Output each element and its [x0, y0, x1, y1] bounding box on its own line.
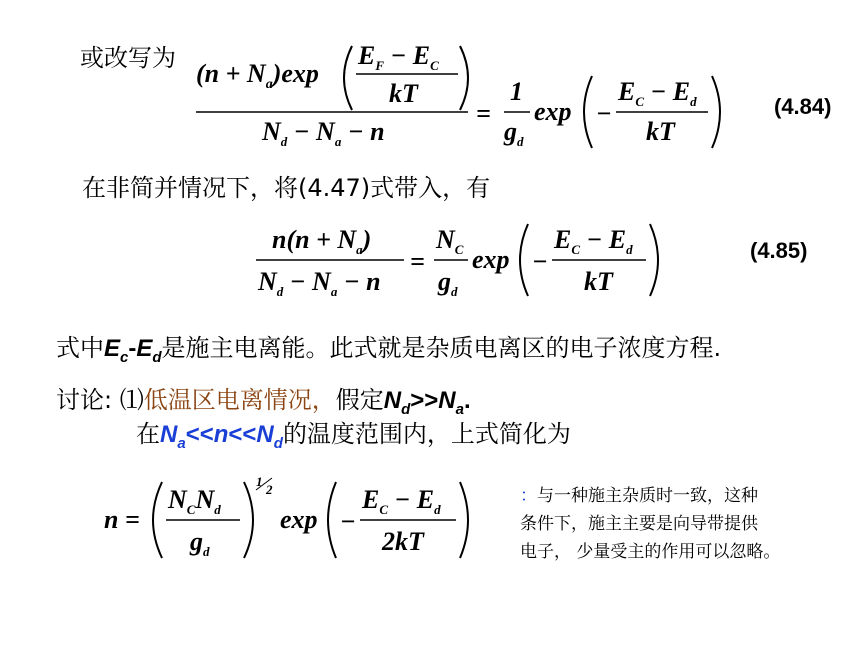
eq484-exp2-num-mid-sub: d: [690, 94, 697, 109]
equation-number-4-85: (4.85): [750, 238, 808, 263]
eq484-exp2-num-a: E: [618, 77, 636, 106]
final-paren1-right: [244, 482, 253, 558]
svg-text:Nd − Na − n: [261, 117, 385, 149]
eq485-num-a: n(n + N: [272, 225, 357, 254]
svg-text:EC − Ed: [553, 225, 633, 257]
ionization-energy-text: [56, 328, 721, 366]
nd-sub: d: [401, 400, 411, 418]
final-num-b-sub: d: [214, 502, 221, 517]
ed-symbol: E: [136, 335, 153, 362]
intro-text: 或改写为: [80, 44, 176, 72]
final-minus: −: [340, 507, 356, 536]
ec-symbol: E: [104, 335, 121, 362]
eq484-exp1-num-mid-sub: C: [430, 58, 439, 73]
eq484-lhs-num-a: (n + N: [196, 59, 266, 88]
svg-text:EF − EC: [357, 41, 439, 73]
power-num: 1: [256, 474, 263, 489]
power-den: 2: [266, 482, 273, 497]
eq485-den-a-sub: d: [276, 284, 284, 299]
much-greater: >>: [410, 387, 439, 414]
eq484-exp1-num-a-sub: F: [375, 58, 385, 73]
eq484-paren-right: [460, 46, 468, 110]
line3-suffix: 是施主电离能。此式就是杂质电离区的电子浓度方程.: [161, 334, 722, 362]
eq484-exp2-num-a-sub: C: [635, 94, 645, 109]
svg-text:gd: [189, 527, 210, 559]
eq485-exp-num-mid-sub: d: [626, 242, 633, 257]
side-note: [520, 482, 780, 566]
eq485-num-b: ): [362, 225, 372, 254]
final-exp-num-mid: − E: [388, 485, 435, 514]
final-num-a-sub: C: [186, 502, 196, 517]
eq485-equals: =: [410, 247, 425, 276]
eq484-lhs-num-b: )exp: [272, 59, 319, 88]
note-line-3: 电子， 少量受主的作用可以忽略。: [520, 542, 781, 562]
much-less-2: <<: [228, 421, 257, 448]
eq484-den-a-sub: d: [280, 134, 288, 149]
final-exp: exp: [280, 505, 318, 534]
eq485-exp-num-a: E: [554, 225, 572, 254]
eq485-den-a: N: [258, 267, 277, 296]
final-lhs: n =: [104, 505, 140, 534]
discussion-line: [56, 380, 471, 418]
nondegenerate-text: 在非简并情况下，将(4.47)式带入，有: [82, 174, 491, 202]
equation-4-84: [0, 0, 860, 160]
final-num-a: N: [168, 485, 187, 514]
item-marker: ⑴: [119, 386, 144, 414]
svg-text:(n + Na)exp: [196, 59, 319, 92]
na-sub: a: [455, 400, 464, 418]
eq484-paren2-right: [712, 76, 720, 148]
line3-prefix: 式中: [56, 334, 104, 362]
eq485-den-c: − n: [337, 267, 381, 296]
temperature-range-line: [136, 414, 571, 452]
low-temp-highlight: 低温区电离情况，: [143, 386, 336, 414]
note-line-2: 条件下，施主主要是向导带提供: [520, 514, 758, 534]
final-exp-num-mid-sub: d: [434, 502, 441, 517]
eq484-exp1-num-mid: − E: [384, 41, 431, 70]
equation-4-85: [0, 210, 860, 305]
eq485-exp-num-mid: − E: [580, 225, 627, 254]
ed-sub: d: [152, 348, 162, 366]
n-symbol-blue: n: [213, 421, 229, 448]
eq485-paren-right: [650, 224, 658, 296]
equation-number-4-84: (4.84): [774, 94, 832, 119]
eq485-rhs-num-sub: C: [454, 242, 464, 257]
eq484-rhs-exp: exp: [534, 97, 572, 126]
eq485-den-b-sub: a: [330, 284, 338, 299]
final-den-sub: d: [203, 544, 210, 559]
eq485-num-a-sub: a: [356, 242, 363, 257]
final-den: g: [190, 527, 203, 556]
final-exp-num-a: E: [362, 485, 380, 514]
svg-text:NC: [435, 225, 464, 257]
eq484-den-b-sub: a: [334, 134, 342, 149]
svg-text:EC − Ed: [361, 485, 441, 517]
eq484-exp2-den: kT: [646, 117, 675, 146]
eq485-exp-den: kT: [584, 267, 613, 296]
eq484-den-a: N: [262, 117, 281, 146]
period: .: [463, 387, 471, 414]
eq485-rhs-num: N: [436, 225, 455, 254]
final-paren1-left: [153, 482, 162, 558]
final-exp-den: 2kT: [382, 527, 424, 556]
eq485-den-b: − N: [283, 267, 331, 296]
eq485-minus: −: [532, 247, 548, 276]
eq484-rhs-num: 1: [510, 77, 523, 106]
eq484-exp1-num-a: E: [358, 41, 376, 70]
final-paren2-right: [460, 482, 468, 558]
eq484-exp2-num-mid: − E: [644, 77, 691, 106]
note-line-1-text: 与一种施主杂质时一致，这种: [537, 486, 758, 506]
ec-sub: c: [120, 348, 129, 366]
eq484-den-b: − N: [287, 117, 335, 146]
eq484-lhs-num-a-sub: a: [265, 77, 273, 92]
dash: -: [128, 335, 137, 362]
svg-text:n(n + Na): [272, 225, 371, 257]
line5-prefix: 在: [136, 420, 160, 448]
eq485-exp-num-a-sub: C: [571, 242, 581, 257]
nd-sub-blue: d: [273, 434, 283, 452]
eq484-paren-left: [344, 46, 352, 110]
nd-symbol-blue: N: [256, 421, 274, 448]
svg-text:EC − Ed: [617, 77, 697, 109]
svg-text:NCNd: [167, 485, 221, 517]
assume-text: 假定: [335, 386, 384, 414]
line5-suffix: 的温度范围内，上式简化为: [282, 420, 571, 448]
discussion-prefix: 讨论:: [56, 386, 120, 414]
eq484-paren2-left: [584, 76, 592, 148]
eq485-exp: exp: [472, 245, 510, 274]
eq484-rhs-den-sub: d: [517, 134, 524, 149]
final-paren2-left: [328, 482, 336, 558]
svg-text:gd: [503, 117, 524, 149]
much-less-1: <<: [185, 421, 214, 448]
final-num-b: N: [195, 485, 215, 514]
eq484-exp1-den: kT: [389, 79, 418, 108]
note-line-1: [520, 482, 780, 510]
eq485-rhs-den-sub: d: [451, 284, 458, 299]
svg-text:gd: [437, 267, 458, 299]
eq484-den-c: − n: [341, 117, 385, 146]
nd-symbol: N: [383, 387, 402, 414]
eq485-paren-left: [520, 224, 528, 296]
note-marker: ：: [520, 486, 537, 506]
equation-simplified: [0, 470, 500, 570]
na-sub-blue: a: [177, 434, 186, 452]
final-exp-num-a-sub: C: [379, 502, 389, 517]
eq484-minus: −: [596, 99, 612, 128]
na-symbol: N: [438, 387, 456, 414]
eq484-rhs-den: g: [504, 117, 517, 146]
na-symbol-blue: N: [160, 421, 178, 448]
svg-text:Nd − Na − n: [257, 267, 381, 299]
eq484-equals: =: [476, 99, 491, 128]
eq485-rhs-den: g: [438, 267, 451, 296]
